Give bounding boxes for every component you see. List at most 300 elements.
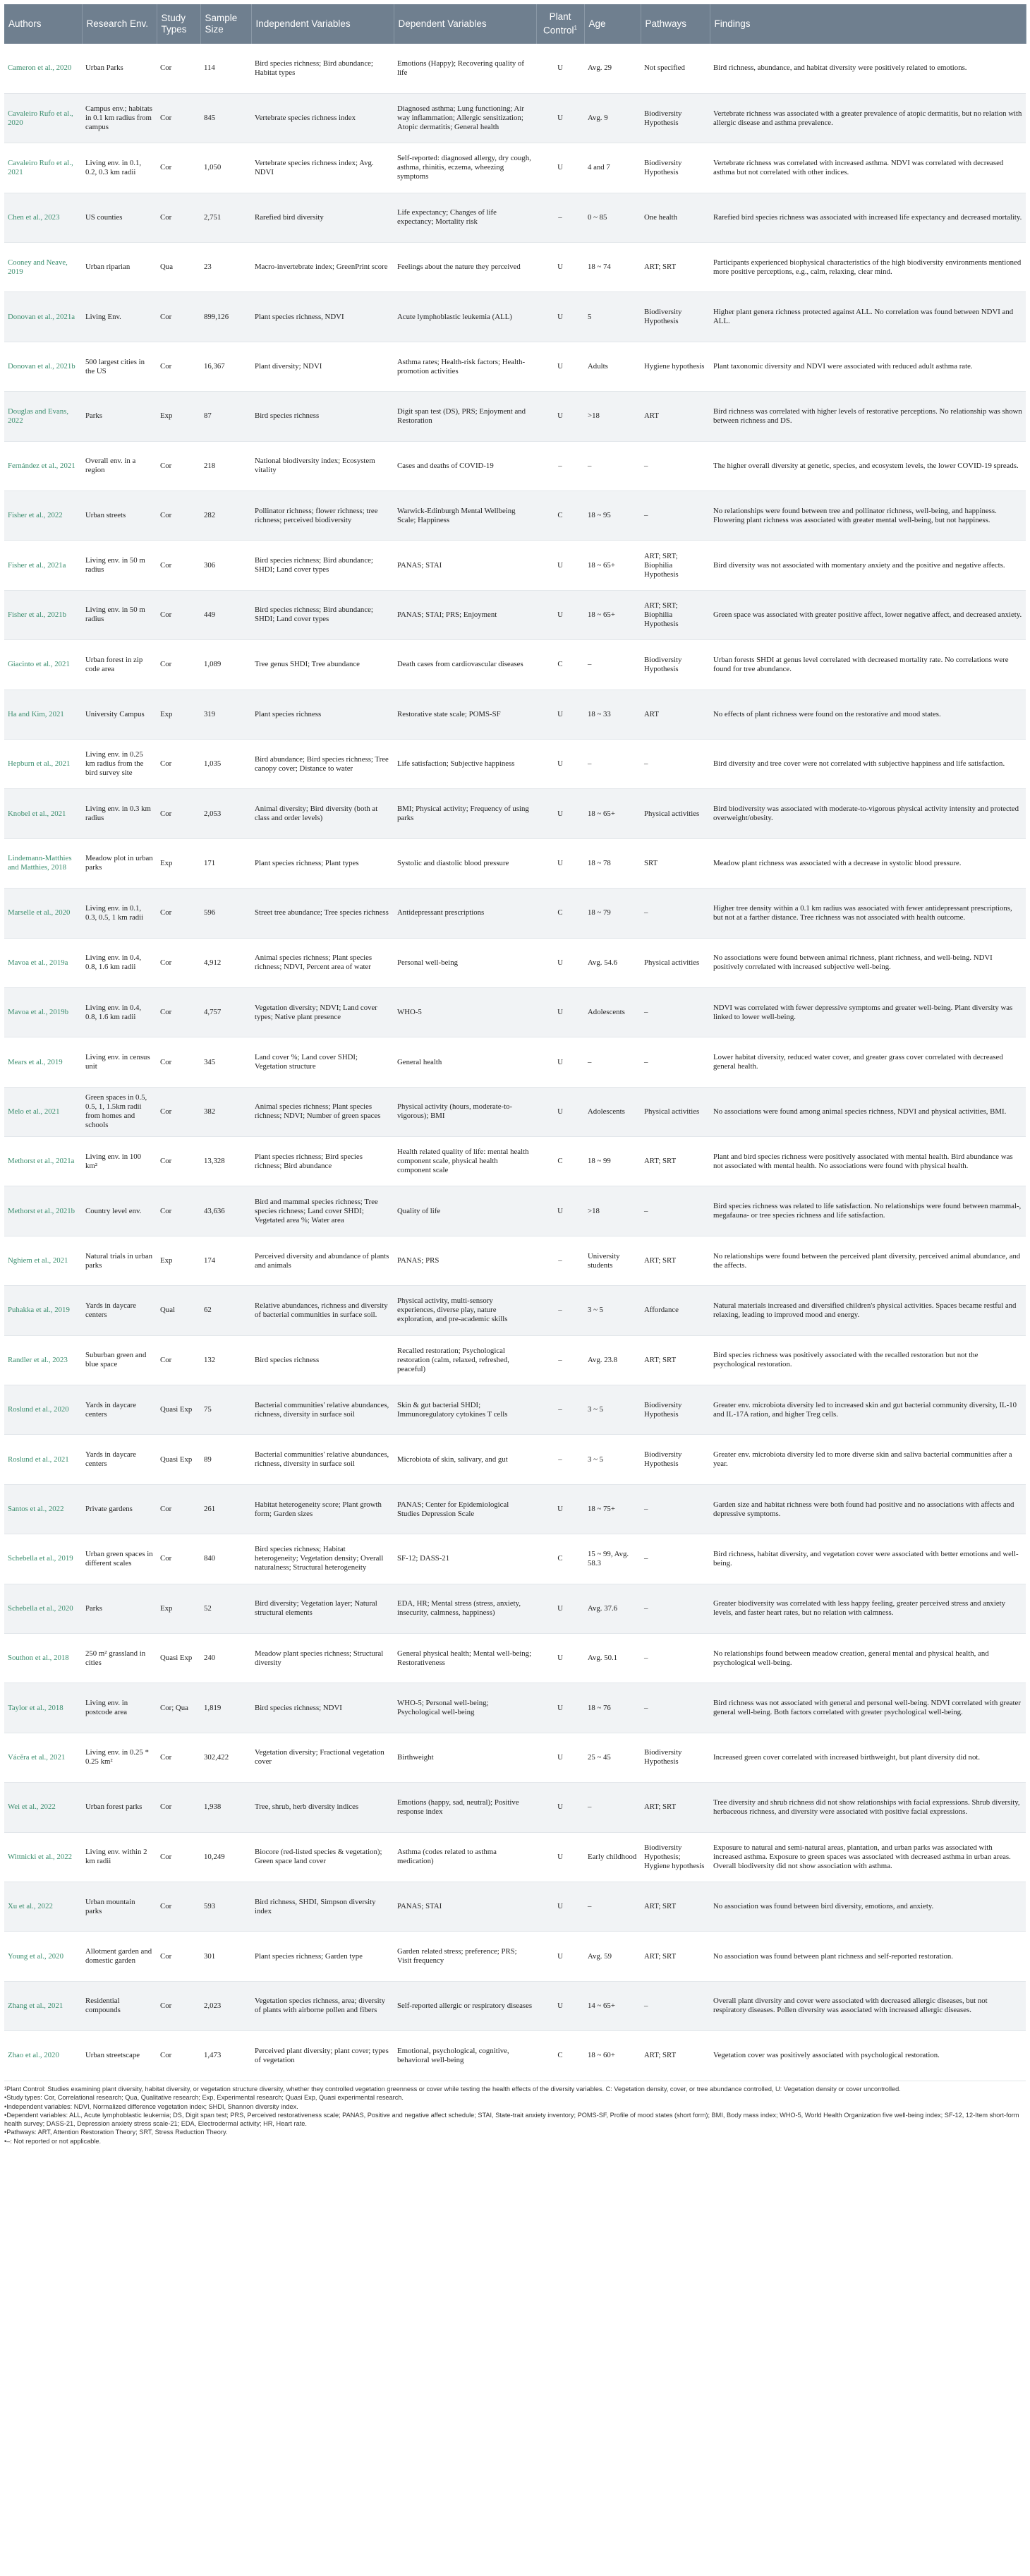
cell-age: 0 ~ 85	[584, 193, 641, 242]
cell-independent-variables: Vegetation species richness, area; diversity of plants with airborne pollen and fibers	[251, 1981, 394, 2030]
table-row	[4, 1981, 1026, 2030]
author-citation-link[interactable]: Cavaleiro Rufo et al., 2021	[4, 143, 82, 193]
cell-plant-control: U	[536, 1186, 584, 1236]
cell-sample-size: 2,751	[200, 193, 251, 242]
cell-age: 18 ~ 60+	[584, 2031, 641, 2081]
cell-plant-control: U	[536, 243, 584, 292]
cell-plant-control: –	[536, 1236, 584, 1285]
cell-age: 14 ~ 65+	[584, 1981, 641, 2030]
cell-study-type: Cor	[157, 1783, 200, 1832]
cell-sample-size: 43,636	[200, 1186, 251, 1236]
cell-age: 18 ~ 75+	[584, 1484, 641, 1534]
author-citation-link[interactable]: Donovan et al., 2021a	[4, 292, 82, 342]
cell-pathways: Biodiversity Hypothesis	[641, 1435, 710, 1484]
cell-plant-control: U	[536, 1087, 584, 1136]
cell-sample-size: 261	[200, 1484, 251, 1534]
table-row	[4, 1882, 1026, 1931]
cell-dependent-variables: SF-12; DASS-21	[394, 1534, 536, 1584]
table-row	[4, 1534, 1026, 1584]
cell-age: 3 ~ 5	[584, 1385, 641, 1435]
cell-plant-control: U	[536, 690, 584, 739]
cell-research-env: US counties	[82, 193, 157, 242]
author-citation-link[interactable]: Southon et al., 2018	[4, 1634, 82, 1683]
cell-plant-control: –	[536, 1435, 584, 1484]
cell-research-env: Urban riparian	[82, 243, 157, 292]
cell-study-type: Quasi Exp	[157, 1634, 200, 1683]
author-citation-link[interactable]: Douglas and Evans, 2022	[4, 392, 82, 441]
table-row	[4, 889, 1026, 938]
cell-dependent-variables: Asthma (codes related to asthma medication)	[394, 1832, 536, 1882]
cell-age: 18 ~ 65+	[584, 590, 641, 639]
cell-study-type: Qual	[157, 1286, 200, 1335]
cell-findings: No association was found between bird diversity, emotions, and anxiety.	[710, 1882, 1026, 1931]
cell-study-type: Cor	[157, 143, 200, 193]
cell-study-type: Cor	[157, 938, 200, 987]
cell-findings: Meadow plant richness was associated with a decrease in systolic blood pressure.	[710, 838, 1026, 888]
cell-research-env: Living Env.	[82, 292, 157, 342]
cell-findings: Bird species richness was related to life satisfaction. No relationships were found between mammal-, megafauna- or tree species richness and life satisfaction.	[710, 1186, 1026, 1236]
cell-age: 18 ~ 79	[584, 889, 641, 938]
cell-study-type: Cor	[157, 93, 200, 143]
cell-pathways: Physical activities	[641, 1087, 710, 1136]
cell-dependent-variables: Antidepressant prescriptions	[394, 889, 536, 938]
cell-findings: Bird richness was correlated with higher levels of restorative perceptions. No relationship was shown between richness and DS.	[710, 392, 1026, 441]
cell-findings: No effects of plant richness were found on the restorative and mood states.	[710, 690, 1026, 739]
author-citation-link[interactable]: Fisher et al., 2022	[4, 491, 82, 541]
cell-plant-control: U	[536, 1981, 584, 2030]
studies-table	[4, 4, 1026, 2081]
header-sample-size: Sample Size	[200, 4, 251, 44]
cell-research-env: Living env. in 0.25 km radius from the bird survey site	[82, 739, 157, 788]
author-citation-link[interactable]: Taylor et al., 2018	[4, 1683, 82, 1733]
cell-research-env: University Campus	[82, 690, 157, 739]
table-row	[4, 392, 1026, 441]
cell-dependent-variables: Personal well-being	[394, 938, 536, 987]
cell-plant-control: –	[536, 1335, 584, 1385]
table-row	[4, 987, 1026, 1037]
cell-study-type: Cor	[157, 44, 200, 93]
cell-plant-control: U	[536, 1882, 584, 1931]
cell-research-env: Private gardens	[82, 1484, 157, 1534]
cell-findings: Plant taxonomic diversity and NDVI were associated with reduced adult asthma rate.	[710, 342, 1026, 391]
cell-plant-control: U	[536, 987, 584, 1037]
cell-study-type: Exp	[157, 838, 200, 888]
cell-plant-control: U	[536, 541, 584, 590]
cell-independent-variables: Vertebrate species richness index	[251, 93, 394, 143]
cell-age: 3 ~ 5	[584, 1435, 641, 1484]
cell-age: Early childhood	[584, 1832, 641, 1882]
header-plant-control-footnote: 1	[574, 25, 577, 32]
cell-research-env: Overall env. in a region	[82, 441, 157, 490]
cell-study-type: Cor	[157, 541, 200, 590]
table-row	[4, 838, 1026, 888]
author-citation-link[interactable]: Roslund et al., 2021	[4, 1435, 82, 1484]
table-row	[4, 1186, 1026, 1236]
cell-sample-size: 218	[200, 441, 251, 490]
table-row	[4, 1037, 1026, 1087]
cell-dependent-variables: General health	[394, 1037, 536, 1087]
cell-findings: Bird species richness was positively associated with the recalled restoration but not the psychological restoration.	[710, 1335, 1026, 1385]
table-row	[4, 739, 1026, 788]
cell-study-type: Quasi Exp	[157, 1385, 200, 1435]
author-citation-link[interactable]: Fernández et al., 2021	[4, 441, 82, 490]
cell-pathways: –	[641, 1981, 710, 2030]
cell-pathways: Physical activities	[641, 938, 710, 987]
cell-study-type: Exp	[157, 690, 200, 739]
header-study-types: Study Types	[157, 4, 200, 44]
table-row	[4, 541, 1026, 590]
cell-independent-variables: Tree genus SHDI; Tree abundance	[251, 640, 394, 690]
cell-research-env: Living env. in census unit	[82, 1037, 157, 1087]
header-pathways: Pathways	[641, 4, 710, 44]
cell-plant-control: C	[536, 1534, 584, 1584]
cell-findings: Bird richness, abundance, and habitat diversity were positively related to emotions.	[710, 44, 1026, 93]
cell-pathways: ART	[641, 690, 710, 739]
cell-pathways: Biodiversity Hypothesis; Hygiene hypothesis	[641, 1832, 710, 1882]
cell-findings: Green space was associated with greater positive affect, lower negative affect, and decreased anxiety.	[710, 590, 1026, 639]
cell-dependent-variables: Emotions (Happy); Recovering quality of life	[394, 44, 536, 93]
author-citation-link[interactable]: Wittnicki et al., 2022	[4, 1832, 82, 1882]
cell-age: Avg. 29	[584, 44, 641, 93]
author-citation-link[interactable]: Marselle et al., 2020	[4, 889, 82, 938]
author-citation-link[interactable]: Mavoa et al., 2019a	[4, 938, 82, 987]
header-plant-control	[536, 4, 584, 44]
author-citation-link[interactable]: Methorst et al., 2021a	[4, 1137, 82, 1186]
cell-study-type: Cor	[157, 1932, 200, 1981]
cell-pathways: ART; SRT; Biophilia Hypothesis	[641, 541, 710, 590]
cell-dependent-variables: Birthweight	[394, 1733, 536, 1782]
cell-study-type: Cor	[157, 739, 200, 788]
cell-findings: Higher plant genera richness protected against ALL. No correlation was found between NDVI and ALL.	[710, 292, 1026, 342]
cell-pathways: Biodiversity Hypothesis	[641, 640, 710, 690]
cell-independent-variables: Plant diversity; NDVI	[251, 342, 394, 391]
table-row	[4, 491, 1026, 541]
cell-age: >18	[584, 392, 641, 441]
cell-findings: Higher tree density within a 0.1 km radius was associated with fewer antidepressant prescriptions, but not at a farther distance. Tree richness was not associated with health outcome.	[710, 889, 1026, 938]
cell-plant-control: U	[536, 1037, 584, 1087]
author-citation-link[interactable]: Schebella et al., 2019	[4, 1534, 82, 1584]
author-citation-link[interactable]: Ha and Kim, 2021	[4, 690, 82, 739]
cell-independent-variables: Bacterial communities' relative abundances, richness, diversity in surface soil	[251, 1435, 394, 1484]
cell-age: Avg. 37.6	[584, 1584, 641, 1633]
author-citation-link[interactable]: Melo et al., 2021	[4, 1087, 82, 1136]
cell-findings: Vertebrate richness was correlated with increased asthma. NDVI was correlated with decreased asthma but not correlated with other indices.	[710, 143, 1026, 193]
cell-plant-control: –	[536, 1385, 584, 1435]
cell-study-type: Cor	[157, 987, 200, 1037]
cell-sample-size: 302,422	[200, 1733, 251, 1782]
cell-study-type: Cor	[157, 193, 200, 242]
table-row	[4, 2031, 1026, 2081]
cell-age: >18	[584, 1186, 641, 1236]
cell-study-type: Cor	[157, 1832, 200, 1882]
author-citation-link[interactable]: Hepburn et al., 2021	[4, 739, 82, 788]
cell-findings: Tree diversity and shrub richness did not show relationships with facial expressions. Shrub diversity, herbaceous richness, and diversity were associated with positive facial expressions.	[710, 1783, 1026, 1832]
author-citation-link[interactable]: Lindemann-Matthies and Matthies, 2018	[4, 838, 82, 888]
cell-age: Avg. 54.6	[584, 938, 641, 987]
cell-plant-control: U	[536, 392, 584, 441]
cell-age: –	[584, 441, 641, 490]
cell-sample-size: 593	[200, 1882, 251, 1931]
cell-sample-size: 899,126	[200, 292, 251, 342]
cell-findings: Overall plant diversity and cover were associated with decreased allergic diseases, but not respiratory diseases. Pollen diversity was associated with increased allergic diseases.	[710, 1981, 1026, 2030]
header-dependent-variables: Dependent Variables	[394, 4, 536, 44]
cell-pathways: ART; SRT	[641, 1137, 710, 1186]
cell-independent-variables: Plant species richness; Bird species richness; Bird abundance	[251, 1137, 394, 1186]
cell-pathways: –	[641, 1584, 710, 1633]
author-citation-link[interactable]: Schebella et al., 2020	[4, 1584, 82, 1633]
cell-dependent-variables: Acute lymphoblastic leukemia (ALL)	[394, 292, 536, 342]
cell-dependent-variables: Skin & gut bacterial SHDI; Immunoregulatory cytokines T cells	[394, 1385, 536, 1435]
author-citation-link[interactable]: Vácěra et al., 2021	[4, 1733, 82, 1782]
cell-independent-variables: National biodiversity index; Ecosystem vitality	[251, 441, 394, 490]
table-row	[4, 1484, 1026, 1534]
cell-study-type: Cor	[157, 2031, 200, 2081]
cell-findings: The higher overall diversity at genetic, species, and ecosystem levels, the lower COVID-19 spreads.	[710, 441, 1026, 490]
cell-findings: Bird diversity was not associated with momentary anxiety and the positive and negative affects.	[710, 541, 1026, 590]
cell-sample-size: 240	[200, 1634, 251, 1683]
cell-research-env: Urban mountain parks	[82, 1882, 157, 1931]
cell-research-env: 250 m² grassland in cities	[82, 1634, 157, 1683]
cell-sample-size: 4,757	[200, 987, 251, 1037]
cell-sample-size: 596	[200, 889, 251, 938]
cell-dependent-variables: Asthma rates; Health-risk factors; Health-promotion activities	[394, 342, 536, 391]
cell-research-env: Living env. in 0.25 * 0.25 km²	[82, 1733, 157, 1782]
cell-age: 18 ~ 33	[584, 690, 641, 739]
cell-study-type: Cor	[157, 1186, 200, 1236]
cell-plant-control: U	[536, 1584, 584, 1633]
author-citation-link[interactable]: Mavoa et al., 2019b	[4, 987, 82, 1037]
cell-independent-variables: Relative abundances, richness and diversity of bacterial communities in surface soil.	[251, 1286, 394, 1335]
cell-independent-variables: Bird species richness; Bird abundance; Habitat types	[251, 44, 394, 93]
cell-study-type: Exp	[157, 392, 200, 441]
cell-plant-control: U	[536, 1733, 584, 1782]
cell-dependent-variables: Health related quality of life: mental health component scale, physical health component scale	[394, 1137, 536, 1186]
cell-independent-variables: Vertebrate species richness index; Avg. NDVI	[251, 143, 394, 193]
author-citation-link[interactable]: Donovan et al., 2021b	[4, 342, 82, 391]
cell-dependent-variables: PANAS; STAI; PRS; Enjoyment	[394, 590, 536, 639]
author-citation-link[interactable]: Methorst et al., 2021b	[4, 1186, 82, 1236]
cell-study-type: Cor	[157, 590, 200, 639]
cell-plant-control: U	[536, 44, 584, 93]
cell-research-env: Residential compounds	[82, 1981, 157, 2030]
cell-pathways: ART; SRT	[641, 1236, 710, 1285]
cell-sample-size: 1,819	[200, 1683, 251, 1733]
cell-age: Avg. 23.8	[584, 1335, 641, 1385]
author-citation-link[interactable]: Cooney and Neave, 2019	[4, 243, 82, 292]
cell-study-type: Cor	[157, 292, 200, 342]
cell-findings: No associations were found among animal species richness, NDVI and physical activities, BMI.	[710, 1087, 1026, 1136]
cell-independent-variables: Bird species richness	[251, 392, 394, 441]
table-row	[4, 1932, 1026, 1981]
cell-age: 18 ~ 78	[584, 838, 641, 888]
author-citation-link[interactable]: Roslund et al., 2020	[4, 1385, 82, 1435]
cell-age: 25 ~ 45	[584, 1733, 641, 1782]
cell-dependent-variables: BMI; Physical activity; Frequency of using parks	[394, 789, 536, 838]
header-independent-variables: Independent Variables	[251, 4, 394, 44]
cell-sample-size: 62	[200, 1286, 251, 1335]
cell-sample-size: 1,035	[200, 739, 251, 788]
cell-pathways: –	[641, 441, 710, 490]
author-citation-link[interactable]: Young et al., 2020	[4, 1932, 82, 1981]
cell-pathways: Biodiversity Hypothesis	[641, 1385, 710, 1435]
cell-study-type: Quasi Exp	[157, 1435, 200, 1484]
author-citation-link[interactable]: Zhang et al., 2021	[4, 1981, 82, 2030]
table-row	[4, 1385, 1026, 1435]
cell-plant-control: U	[536, 1783, 584, 1832]
author-citation-link[interactable]: Randler et al., 2023	[4, 1335, 82, 1385]
cell-sample-size: 52	[200, 1584, 251, 1633]
cell-research-env: Urban forest in zip code area	[82, 640, 157, 690]
cell-plant-control: U	[536, 1832, 584, 1882]
table-row	[4, 193, 1026, 242]
cell-study-type: Cor	[157, 1137, 200, 1186]
cell-plant-control: U	[536, 143, 584, 193]
cell-study-type: Cor	[157, 1037, 200, 1087]
author-citation-link[interactable]: Santos et al., 2022	[4, 1484, 82, 1534]
footnote-line: •–: Not reported or not applicable.	[4, 2137, 102, 2145]
cell-age: Avg. 9	[584, 93, 641, 143]
cell-findings: Bird diversity and tree cover were not correlated with subjective happiness and life satisfaction.	[710, 739, 1026, 788]
cell-plant-control: U	[536, 789, 584, 838]
cell-independent-variables: Animal species richness; Plant species richness; NDVI, Percent area of water	[251, 938, 394, 987]
header-age: Age	[584, 4, 641, 44]
author-citation-link[interactable]: Knobel et al., 2021	[4, 789, 82, 838]
cell-sample-size: 845	[200, 93, 251, 143]
cell-dependent-variables: Physical activity, multi-sensory experiences, diverse play, nature exploration, and pre-academic skills	[394, 1286, 536, 1335]
cell-age: 18 ~ 99	[584, 1137, 641, 1186]
table-container	[4, 4, 1026, 2146]
cell-age: 5	[584, 292, 641, 342]
author-citation-link[interactable]: Giacinto et al., 2021	[4, 640, 82, 690]
author-citation-link[interactable]: Cavaleiro Rufo et al., 2020	[4, 93, 82, 143]
author-citation-link[interactable]: Wei et al., 2022	[4, 1783, 82, 1832]
cell-dependent-variables: Life satisfaction; Subjective happiness	[394, 739, 536, 788]
cell-plant-control: U	[536, 1932, 584, 1981]
cell-findings: Lower habitat diversity, reduced water cover, and greater grass cover correlated with decreased general health.	[710, 1037, 1026, 1087]
cell-pathways: ART	[641, 392, 710, 441]
cell-findings: Bird biodiversity was associated with moderate-to-vigorous physical activity intensity and protected overweight/obesity.	[710, 789, 1026, 838]
cell-independent-variables: Animal diversity; Bird diversity (both at class and order levels)	[251, 789, 394, 838]
cell-age: Adults	[584, 342, 641, 391]
cell-age: 3 ~ 5	[584, 1286, 641, 1335]
cell-research-env: Living env. within 2 km radii	[82, 1832, 157, 1882]
author-citation-link[interactable]: Nghiem et al., 2021	[4, 1236, 82, 1285]
cell-study-type: Cor	[157, 789, 200, 838]
author-citation-link[interactable]: Puhakka et al., 2019	[4, 1286, 82, 1335]
cell-independent-variables: Meadow plant species richness; Structural diversity	[251, 1634, 394, 1683]
cell-plant-control: U	[536, 1634, 584, 1683]
table-row	[4, 441, 1026, 490]
table-row	[4, 1335, 1026, 1385]
cell-sample-size: 75	[200, 1385, 251, 1435]
cell-sample-size: 2,053	[200, 789, 251, 838]
table-row	[4, 1733, 1026, 1782]
cell-pathways: –	[641, 1484, 710, 1534]
cell-dependent-variables: Physical activity (hours, moderate-to-vigorous); BMI	[394, 1087, 536, 1136]
cell-dependent-variables: Death cases from cardiovascular diseases	[394, 640, 536, 690]
cell-sample-size: 16,367	[200, 342, 251, 391]
cell-dependent-variables: PANAS; STAI	[394, 541, 536, 590]
cell-independent-variables: Plant species richness	[251, 690, 394, 739]
cell-pathways: Physical activities	[641, 789, 710, 838]
cell-dependent-variables: WHO-5	[394, 987, 536, 1037]
cell-pathways: –	[641, 491, 710, 541]
cell-research-env: Living env. in postcode area	[82, 1683, 157, 1733]
cell-independent-variables: Bacterial communities' relative abundances, richness, diversity in surface soil	[251, 1385, 394, 1435]
cell-plant-control: –	[536, 193, 584, 242]
cell-pathways: –	[641, 1037, 710, 1087]
cell-independent-variables: Street tree abundance; Tree species richness	[251, 889, 394, 938]
cell-findings: Greater env. microbiota diversity led to increased skin and gut bacterial community diversity, IL-10 and IL-17A ration, and higher Treg cells.	[710, 1385, 1026, 1435]
cell-independent-variables: Bird diversity; Vegetation layer; Natural structural elements	[251, 1584, 394, 1633]
cell-findings: Greater env. microbiota diversity led to more diverse skin and saliva bacterial communities after a year.	[710, 1435, 1026, 1484]
cell-independent-variables: Vegetation diversity; NDVI; Land cover types; Native plant presence	[251, 987, 394, 1037]
cell-age: Adolescents	[584, 987, 641, 1037]
cell-age: University students	[584, 1236, 641, 1285]
author-citation-link[interactable]: Fisher et al., 2021a	[4, 541, 82, 590]
author-citation-link[interactable]: Mears et al., 2019	[4, 1037, 82, 1087]
cell-age: –	[584, 739, 641, 788]
cell-findings: Rarefied bird species richness was associated with increased life expectancy and decreased mortality.	[710, 193, 1026, 242]
cell-findings: Garden size and habitat richness were both found had positive and no associations with affects and depressive symptoms.	[710, 1484, 1026, 1534]
cell-plant-control: U	[536, 1484, 584, 1534]
cell-sample-size: 89	[200, 1435, 251, 1484]
cell-study-type: Cor	[157, 1882, 200, 1931]
cell-study-type: Cor	[157, 1335, 200, 1385]
cell-independent-variables: Bird species richness; Bird abundance; SHDI; Land cover types	[251, 590, 394, 639]
cell-study-type: Cor	[157, 1087, 200, 1136]
cell-dependent-variables: Cases and deaths of COVID-19	[394, 441, 536, 490]
author-citation-link[interactable]: Xu et al., 2022	[4, 1882, 82, 1931]
cell-independent-variables: Land cover %; Land cover SHDI; Vegetation structure	[251, 1037, 394, 1087]
cell-plant-control: C	[536, 889, 584, 938]
cell-research-env: Allotment garden and domestic garden	[82, 1932, 157, 1981]
cell-research-env: Urban forest parks	[82, 1783, 157, 1832]
cell-dependent-variables: Emotional, psychological, cognitive, behavioral well-being	[394, 2031, 536, 2081]
cell-research-env: Living env. in 50 m radius	[82, 590, 157, 639]
cell-pathways: –	[641, 987, 710, 1037]
cell-age: 18 ~ 74	[584, 243, 641, 292]
cell-dependent-variables: PANAS; Center for Epidemiological Studies Depression Scale	[394, 1484, 536, 1534]
author-citation-link[interactable]: Cameron et al., 2020	[4, 44, 82, 93]
cell-pathways: SRT	[641, 838, 710, 888]
cell-dependent-variables: General physical health; Mental well-being; Restorativeness	[394, 1634, 536, 1683]
cell-study-type: Cor	[157, 491, 200, 541]
cell-sample-size: 23	[200, 243, 251, 292]
footnote-line: ¹Plant Control: Studies examining plant diversity, habitat diversity, or vegetation structure diversity, whether they controlled vegetation greenness or cover while testing the health effects of the diversity variables. C: Vegetation density, cover, or tree abundance controlled, U: Vegetation density or cover uncontrolled.	[4, 2085, 901, 2093]
table-header	[4, 4, 1026, 44]
cell-findings: Bird richness was not associated with general and personal well-being. NDVI correlated with greater general well-being. Both factors correlated with greater psychological well-being.	[710, 1683, 1026, 1733]
table-row	[4, 243, 1026, 292]
table-row	[4, 1435, 1026, 1484]
cell-dependent-variables: Life expectancy; Changes of life expectancy; Mortality risk	[394, 193, 536, 242]
header-authors: Authors	[4, 4, 82, 44]
cell-dependent-variables: Feelings about the nature they perceived	[394, 243, 536, 292]
table-row	[4, 143, 1026, 193]
cell-study-type: Cor	[157, 1484, 200, 1534]
cell-plant-control: –	[536, 1286, 584, 1335]
cell-sample-size: 87	[200, 392, 251, 441]
cell-plant-control: U	[536, 292, 584, 342]
cell-sample-size: 382	[200, 1087, 251, 1136]
author-citation-link[interactable]: Fisher et al., 2021b	[4, 590, 82, 639]
cell-independent-variables: Perceived diversity and abundance of plants and animals	[251, 1236, 394, 1285]
author-citation-link[interactable]: Chen et al., 2023	[4, 193, 82, 242]
author-citation-link[interactable]: Zhao et al., 2020	[4, 2031, 82, 2081]
cell-research-env: Suburban green and blue space	[82, 1335, 157, 1385]
cell-dependent-variables: EDA, HR; Mental stress (stress, anxiety, insecurity, calmness, happiness)	[394, 1584, 536, 1633]
cell-plant-control: U	[536, 342, 584, 391]
